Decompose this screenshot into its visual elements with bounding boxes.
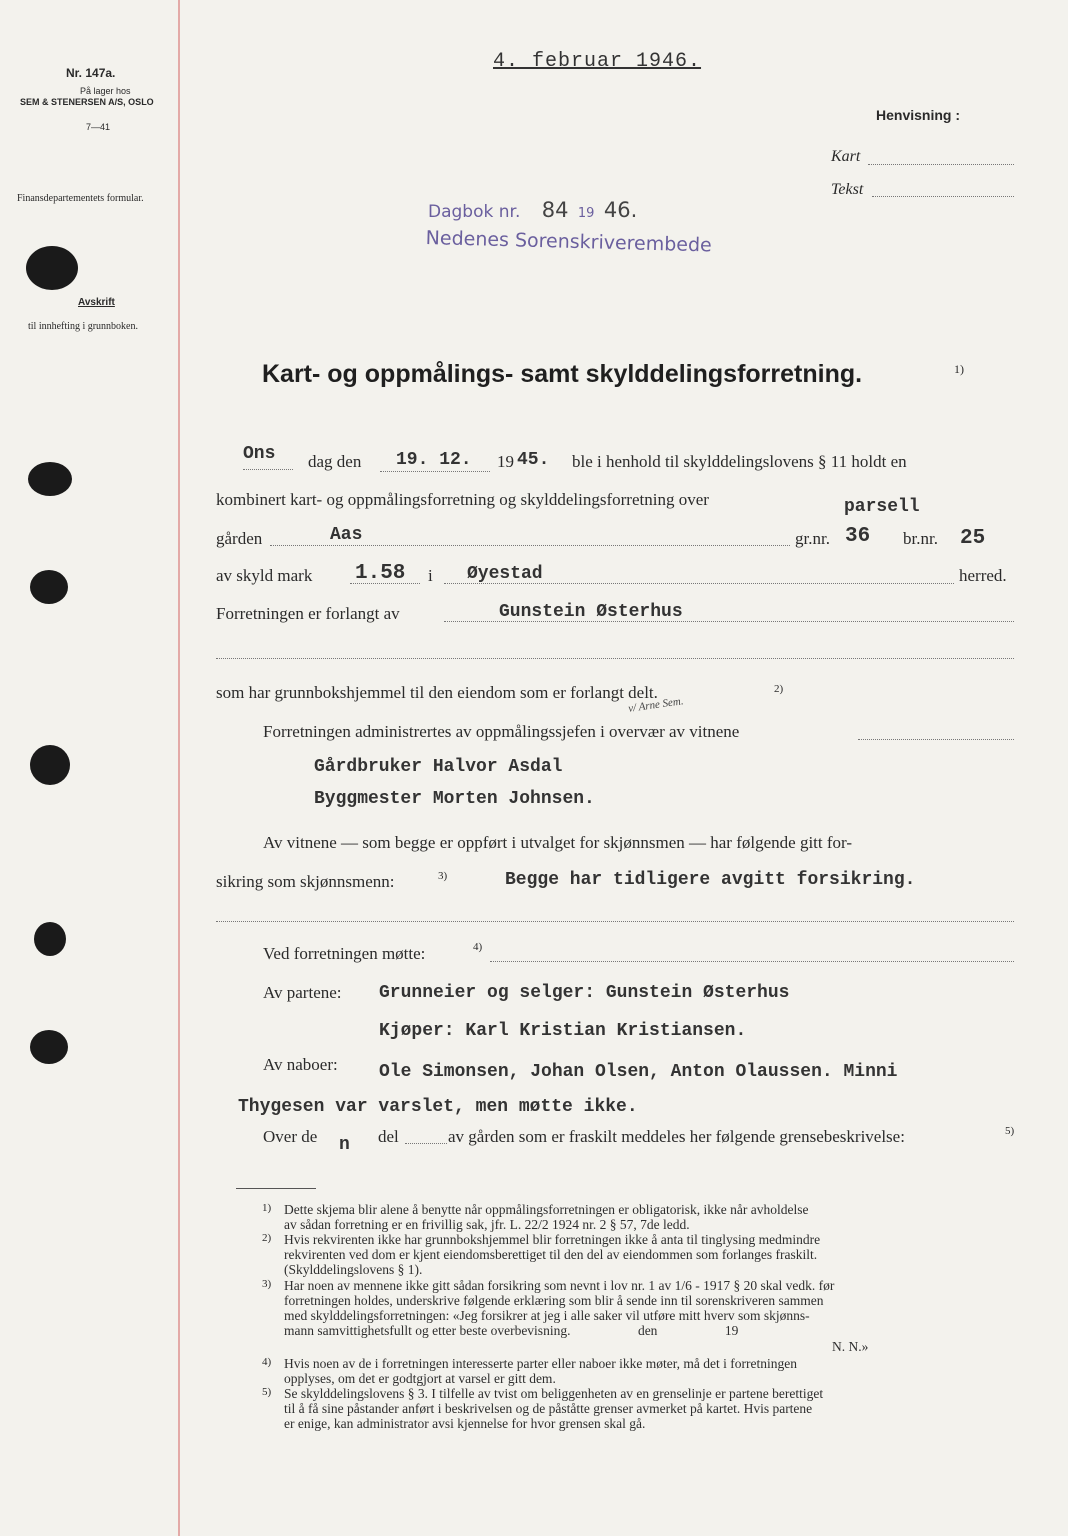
- footnote-line: mann samvittighetsfullt og etter beste overbevisning. den 19: [284, 1323, 739, 1338]
- punch-hole: [26, 246, 78, 290]
- grnr-label: gr.nr.: [795, 529, 830, 548]
- fill-line: [243, 469, 293, 470]
- dagbok-number: 84: [541, 198, 569, 222]
- footnote-separator: [236, 1188, 316, 1189]
- fill-line: [490, 961, 1014, 962]
- fill-line: [444, 583, 954, 584]
- fraskilt-line: av gården som er fraskilt meddeles her følgende grensebeskrivelse:: [448, 1127, 905, 1146]
- fill-line: [405, 1143, 447, 1144]
- sikring-footnote-ref: 3): [438, 870, 448, 882]
- punch-hole: [30, 1030, 68, 1064]
- footnote-line: av sådan forretning er en frivillig sak, jfr. L. 22/2 1924 nr. 2 § 57, 7de ledd.: [284, 1217, 690, 1232]
- dagbok-year: 46.: [603, 198, 638, 222]
- garden-value: Aas: [330, 525, 363, 545]
- dagbok-stamp: [428, 198, 637, 222]
- printer-code: 7—41: [86, 122, 111, 132]
- footnote-line: Har noen av mennene ikke gitt sådan forsikring som nevnt i lov nr. 1 av 1/6 - 1917 § 20 skal vedk. før: [284, 1278, 835, 1293]
- footnote-line: Hvis rekvirenten ikke har grunnbokshjemmel blir forretningen ikke å anta til tinglysing medmindre: [284, 1232, 821, 1247]
- fill-line: [216, 658, 1014, 659]
- avskrift-title: Avskrift: [78, 297, 115, 308]
- reference-header: Henvisning :: [876, 107, 961, 123]
- footnote-3-signature: N. N.»: [832, 1339, 869, 1354]
- title-footnote-ref: 1): [954, 362, 964, 376]
- skyld-label: av skyld mark: [216, 566, 313, 585]
- margin-rule: [178, 0, 180, 1536]
- witness-2: Byggmester Morten Johnsen.: [314, 789, 595, 809]
- office-stamp: Nedenes Sorenskriverembede: [425, 227, 713, 257]
- year-prefix: 19: [497, 452, 514, 471]
- intro-text: ble i henhold til skylddelingslovens § 11 holdt en: [572, 452, 907, 471]
- intro-line-2: kombinert kart- og oppmålingsforretning og skylddelingsforretning over: [216, 490, 709, 509]
- footnote-5-text: [284, 1386, 823, 1431]
- herred-value: Øyestad: [467, 564, 543, 584]
- hjemmel-footnote-ref: 2): [774, 683, 784, 695]
- footnote-line: forretningen holdes, underskrive følgende erklæring som blir å sende inn til sorenskriveren sammen: [284, 1293, 824, 1308]
- brnr-value: 25: [960, 527, 986, 550]
- reference-tekst-label: Tekst: [831, 181, 864, 198]
- punch-hole: [30, 745, 70, 785]
- footnote-line: opplyses, om det er godtgjort at varsel er gitt dem.: [284, 1371, 556, 1386]
- footnote-1-text: [284, 1202, 808, 1232]
- fill-line: [216, 921, 1014, 922]
- footnote-2-text: [284, 1232, 820, 1277]
- footnote-line: Dette skjema blir alene å benytte når oppmålingsforretningen er obligatorisk, ikke når avholdelse: [284, 1202, 809, 1217]
- form-number: Nr. 147a.: [66, 66, 116, 80]
- year-value: 45.: [517, 450, 550, 470]
- footnote-line: er enige, kan administrator avsi kjennelse for hvor grensen skal gå.: [284, 1416, 646, 1431]
- footnote-line: med skylddelingsforretningen: «Jeg forsikrer at jeg i alle saker vil utføre mitt hverv som skjønns-: [284, 1308, 810, 1323]
- grnr-value: 36: [845, 525, 871, 548]
- weekday-value: Ons: [243, 444, 276, 464]
- hjemmel-handwriting: v/ Arne Sem.: [627, 695, 685, 715]
- sikring-label: sikring som skjønnsmenn:: [216, 872, 395, 891]
- footnote-3-number: 3): [262, 1278, 272, 1290]
- fill-line: [858, 739, 1014, 740]
- fill-line: [444, 621, 1014, 622]
- footnote-4-text: [284, 1356, 797, 1386]
- garden-label: gården: [216, 529, 263, 548]
- forlangt-label: Forretningen er forlangt av: [216, 604, 400, 623]
- forlangt-value: Gunstein Østerhus: [499, 602, 683, 622]
- naboer-label: Av naboer:: [263, 1055, 338, 1074]
- reference-kart-line: [868, 164, 1014, 165]
- motte-label: Ved forretningen møtte:: [263, 944, 426, 963]
- reference-kart-label: Kart: [831, 148, 861, 165]
- footnote-line: Se skylddelingslovens § 3. I tilfelle av tvist om beliggenheten av en grenselinje er partene berettiget: [284, 1386, 824, 1401]
- skyld-value: 1.58: [355, 562, 406, 585]
- brnr-label: br.nr.: [903, 529, 938, 548]
- naboer-value: Ole Simonsen, Johan Olsen, Anton Olaussen. Minni: [379, 1062, 898, 1082]
- herred-label: herred.: [959, 566, 1007, 585]
- footnote-5-number: 5): [262, 1386, 272, 1398]
- naboer-continued: Thygesen var varslet, men møtte ikke.: [238, 1097, 638, 1117]
- reference-tekst-line: [872, 196, 1014, 197]
- footnote-line: (Skylddelingslovens § 1).: [284, 1262, 423, 1277]
- date-value: 19. 12.: [396, 450, 472, 470]
- avskrift-subtitle: til innhefting i grunnboken.: [28, 321, 138, 332]
- vitner-line: Av vitnene — som begge er oppført i utvalget for skjønnsmen — har følgende gitt for-: [263, 833, 853, 852]
- footnote-4-number: 4): [262, 1356, 272, 1368]
- sikring-value: Begge har tidligere avgitt forsikring.: [505, 870, 916, 890]
- fill-line: [350, 583, 420, 584]
- ministry-label: Finansdepartementets formular.: [17, 193, 144, 204]
- form-title: Kart- og oppmålings- samt skylddelingsforretning.: [262, 360, 863, 388]
- del-label: del: [378, 1127, 399, 1146]
- footnote-line: rekvirenten ved dom er kjent eiendomsberettiget til den del av eiendommen som forlanges fraskilt.: [284, 1247, 818, 1262]
- punch-hole: [34, 922, 66, 956]
- footnote-1-number: 1): [262, 1202, 272, 1214]
- partene-value: Grunneier og selger: Gunstein Østerhus: [379, 983, 790, 1003]
- date-line: 4. februar 1946.: [493, 50, 702, 73]
- printer-name: SEM & STENERSEN A/S, OSLO: [20, 97, 154, 107]
- fill-line: [270, 545, 790, 546]
- footnote-3-text: [284, 1278, 834, 1338]
- dagbok-label: Dagbok nr.: [428, 202, 521, 222]
- hjemmel-line: som har grunnbokshjemmel til den eiendom som er forlangt delt.: [216, 683, 658, 702]
- punch-hole: [30, 570, 68, 604]
- i-label: i: [428, 566, 433, 585]
- admin-line: Forretningen administrertes av oppmålingssjefen i overvær av vitnene: [263, 722, 740, 741]
- fraskilt-footnote-ref: 5): [1005, 1125, 1015, 1137]
- dag-den-label: dag den: [308, 452, 362, 471]
- fill-line: [380, 471, 490, 472]
- footnote-2-number: 2): [262, 1232, 272, 1244]
- footnote-line: til å få sine påstander anført i beskrivelsen og de påståtte grenser avmerket på kartet. Hvis partene: [284, 1401, 813, 1416]
- over-n: n: [339, 1135, 350, 1155]
- punch-hole: [28, 462, 72, 496]
- printer-line: På lager hos: [80, 86, 131, 96]
- footnote-line: Hvis noen av de i forretningen interesserte parter eller naboer ikke møter, må det i forretningen: [284, 1356, 798, 1371]
- over-label: Over de: [263, 1127, 318, 1146]
- partene-label: Av partene:: [263, 983, 342, 1002]
- witness-1: Gårdbruker Halvor Asdal: [314, 757, 563, 777]
- parsell-value: parsell: [844, 497, 920, 517]
- kjoper-value: Kjøper: Karl Kristian Kristiansen.: [379, 1021, 747, 1041]
- motte-footnote-ref: 4): [473, 941, 483, 953]
- dagbok-year-prefix: 19: [577, 206, 595, 221]
